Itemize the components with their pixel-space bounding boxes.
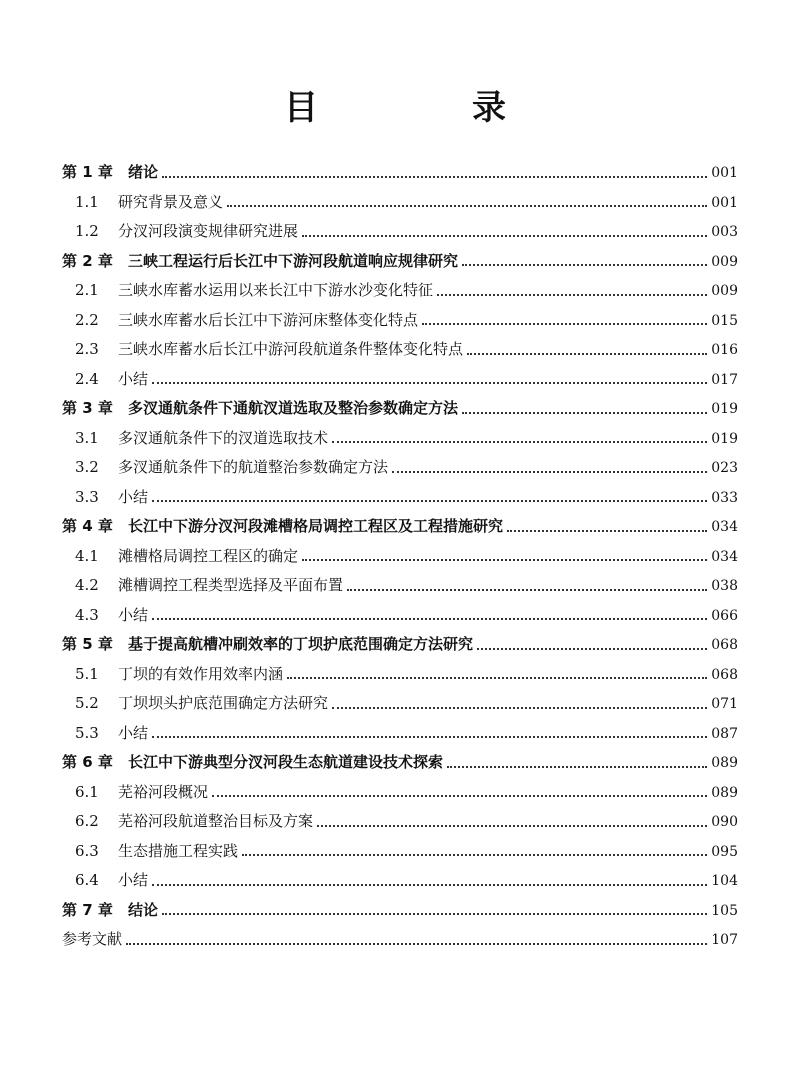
toc-entry-title: 绪论 [128,163,159,181]
toc-entry-page-number: 066 [711,607,738,624]
dot-leader [462,262,707,266]
toc-entry-page-number: 087 [711,725,738,742]
toc-entry-title: 生态措施工程实践 [118,841,239,860]
toc-entry-number: 1.2 [75,222,99,240]
toc-entry-page-number: 090 [711,814,738,830]
dot-leader [332,439,707,443]
toc-entry-number: 6.2 [75,812,99,830]
toc-entry-number: 5.2 [75,694,99,712]
toc-section-entry[interactable] [62,483,738,513]
toc-entry-page-number: 089 [711,784,738,801]
toc-section-entry[interactable] [62,689,738,719]
dot-leader [287,675,707,679]
toc-entry-title: 芜裕河段概况 [118,782,209,801]
toc-entry-number: 第 7 章 [62,900,113,919]
toc-chapter-entry[interactable] [62,896,738,926]
toc-entry-page-number: 001 [711,165,738,181]
toc-section-entry[interactable] [62,719,738,749]
toc-entry-number: 5.1 [75,664,99,683]
toc-chapter-entry[interactable] [62,247,738,277]
dot-leader [302,233,707,237]
toc-section-entry[interactable] [62,188,738,218]
toc-entry-number: 第 3 章 [62,399,113,417]
toc-entry-title: 结论 [128,900,159,919]
toc-section-entry[interactable] [62,453,738,483]
toc-entry-number: 第 6 章 [62,753,113,771]
toc-section-entry[interactable] [62,807,738,837]
toc-section-entry[interactable] [62,424,738,454]
toc-entry-title: 研究背景及意义 [118,192,224,211]
dot-leader [392,469,707,473]
toc-entry-title: 小结 [118,605,149,624]
toc-entry-title: 芜裕河段航道整治目标及方案 [118,812,314,830]
toc-section-entry[interactable] [62,276,738,306]
toc-entry-number: 3.2 [75,458,99,476]
dot-leader [152,380,707,384]
toc-entry-number: 1.1 [75,192,99,211]
toc-entry-number: 6.4 [75,871,99,889]
dot-leader [126,941,707,945]
dot-leader [347,587,707,591]
toc-entry-title: 小结 [118,871,149,889]
toc-entry-page-number: 033 [711,489,738,506]
dot-leader [152,734,707,738]
dot-leader [332,705,707,709]
toc-entry-number: 2.4 [75,369,99,388]
dot-leader [422,321,707,325]
toc-entry-title: 多汊通航条件下的航道整治参数确定方法 [118,458,389,476]
dot-leader [162,174,707,178]
toc-entry-title: 三峡水库蓄水运用以来长江中下游水沙变化特征 [118,281,434,299]
toc-entry-title: 基于提高航槽冲刷效率的丁坝护底范围确定方法研究 [128,635,474,653]
toc-section-entry[interactable] [62,837,738,867]
toc-entry-page-number: 009 [711,283,738,299]
toc-entry-title: 长江中下游典型分汊河段生态航道建设技术探索 [128,753,444,771]
toc-section-entry[interactable] [62,778,738,808]
toc-entry-title: 参考文献 [62,930,123,948]
dot-leader [212,793,707,797]
toc-entry-title: 丁坝的有效作用效率内涵 [118,664,284,683]
toc-chapter-entry[interactable] [62,158,738,188]
toc-entry-page-number: 107 [711,932,738,948]
toc-entry-title: 小结 [118,487,149,506]
toc-entry-title: 滩槽调控工程类型选择及平面布置 [118,576,344,594]
dot-leader [162,911,707,915]
toc-entry-page-number: 089 [711,755,738,771]
toc-section-entry[interactable] [62,601,738,631]
toc-entry-number: 2.3 [75,340,99,358]
toc-entry-number: 5.3 [75,723,99,742]
table-of-contents [62,158,738,955]
toc-entry-page-number: 003 [711,224,738,240]
toc-entry-title: 三峡水库蓄水后长江中下游河床整体变化特点 [118,310,419,329]
toc-chapter-entry[interactable] [62,630,738,660]
toc-entry-number: 第 2 章 [62,251,113,270]
dot-leader [302,557,707,561]
toc-entry-page-number: 105 [711,902,738,919]
toc-entry-page-number: 071 [711,696,738,712]
dot-leader [152,498,707,502]
dot-leader [507,528,707,532]
toc-entry-title: 分汊河段演变规律研究进展 [118,222,299,240]
page-title: 目 录 [284,88,566,128]
toc-entry-page-number: 019 [711,430,738,447]
toc-entry-page-number: 104 [711,873,738,889]
toc-entry-number: 4.2 [75,576,99,594]
toc-section-entry[interactable] [62,217,738,247]
toc-section-entry[interactable] [62,542,738,572]
toc-entry-number: 2.2 [75,310,99,329]
dot-leader [467,351,707,355]
toc-entry-title: 滩槽格局调控工程区的确定 [118,546,299,565]
toc-entry-title: 丁坝坝头护底范围确定方法研究 [118,694,329,712]
toc-entry-number: 6.3 [75,841,99,860]
toc-entry-page-number: 009 [711,253,738,270]
toc-section-entry[interactable] [62,365,738,395]
dot-leader [437,292,707,296]
toc-entry-title: 小结 [118,723,149,742]
toc-entry-number: 3.3 [75,487,99,506]
toc-entry-page-number: 019 [711,401,738,417]
dot-leader [152,616,707,620]
toc-entry-title: 多汊通航条件下通航汊道选取及整治参数确定方法 [128,399,459,417]
toc-entry-page-number: 068 [711,666,738,683]
toc-entry-page-number: 015 [711,312,738,329]
dot-leader [317,823,707,827]
toc-entry-number: 第 1 章 [62,163,113,181]
toc-entry-title: 长江中下游分汊河段滩槽格局调控工程区及工程措施研究 [128,517,504,535]
dot-leader [462,410,707,414]
toc-entry-page-number: 034 [711,548,738,565]
toc-section-entry[interactable] [62,306,738,336]
dot-leader [447,764,707,768]
toc-entry-page-number: 068 [711,637,738,653]
toc-entry-page-number: 016 [711,342,738,358]
toc-entry-title: 三峡工程运行后长江中下游河段航道响应规律研究 [128,251,459,270]
dot-leader [242,852,707,856]
toc-entry-page-number: 023 [711,460,738,476]
toc-chapter-entry[interactable] [62,512,738,542]
toc-references-entry[interactable] [62,925,738,955]
dot-leader [477,646,707,650]
dot-leader [152,882,707,886]
toc-entry-number: 第 5 章 [62,635,113,653]
toc-entry-page-number: 034 [711,519,738,535]
toc-entry-title: 小结 [118,369,149,388]
toc-entry-page-number: 038 [711,578,738,594]
toc-entry-number: 4.1 [75,546,99,565]
toc-section-entry[interactable] [62,571,738,601]
toc-section-entry[interactable] [62,866,738,896]
toc-entry-number: 2.1 [75,281,99,299]
toc-section-entry[interactable] [62,660,738,690]
toc-chapter-entry[interactable] [62,394,738,424]
toc-entry-number: 6.1 [75,782,99,801]
toc-entry-number: 第 4 章 [62,517,113,535]
toc-entry-title: 三峡水库蓄水后长江中游河段航道条件整体变化特点 [118,340,464,358]
toc-entry-page-number: 017 [711,371,738,388]
toc-entry-number: 3.1 [75,428,99,447]
toc-entry-title: 多汊通航条件下的汊道选取技术 [118,428,329,447]
toc-entry-page-number: 001 [711,194,738,211]
toc-section-entry[interactable] [62,335,738,365]
toc-chapter-entry[interactable] [62,748,738,778]
toc-entry-page-number: 095 [711,843,738,860]
dot-leader [227,203,707,207]
toc-entry-number: 4.3 [75,605,99,624]
